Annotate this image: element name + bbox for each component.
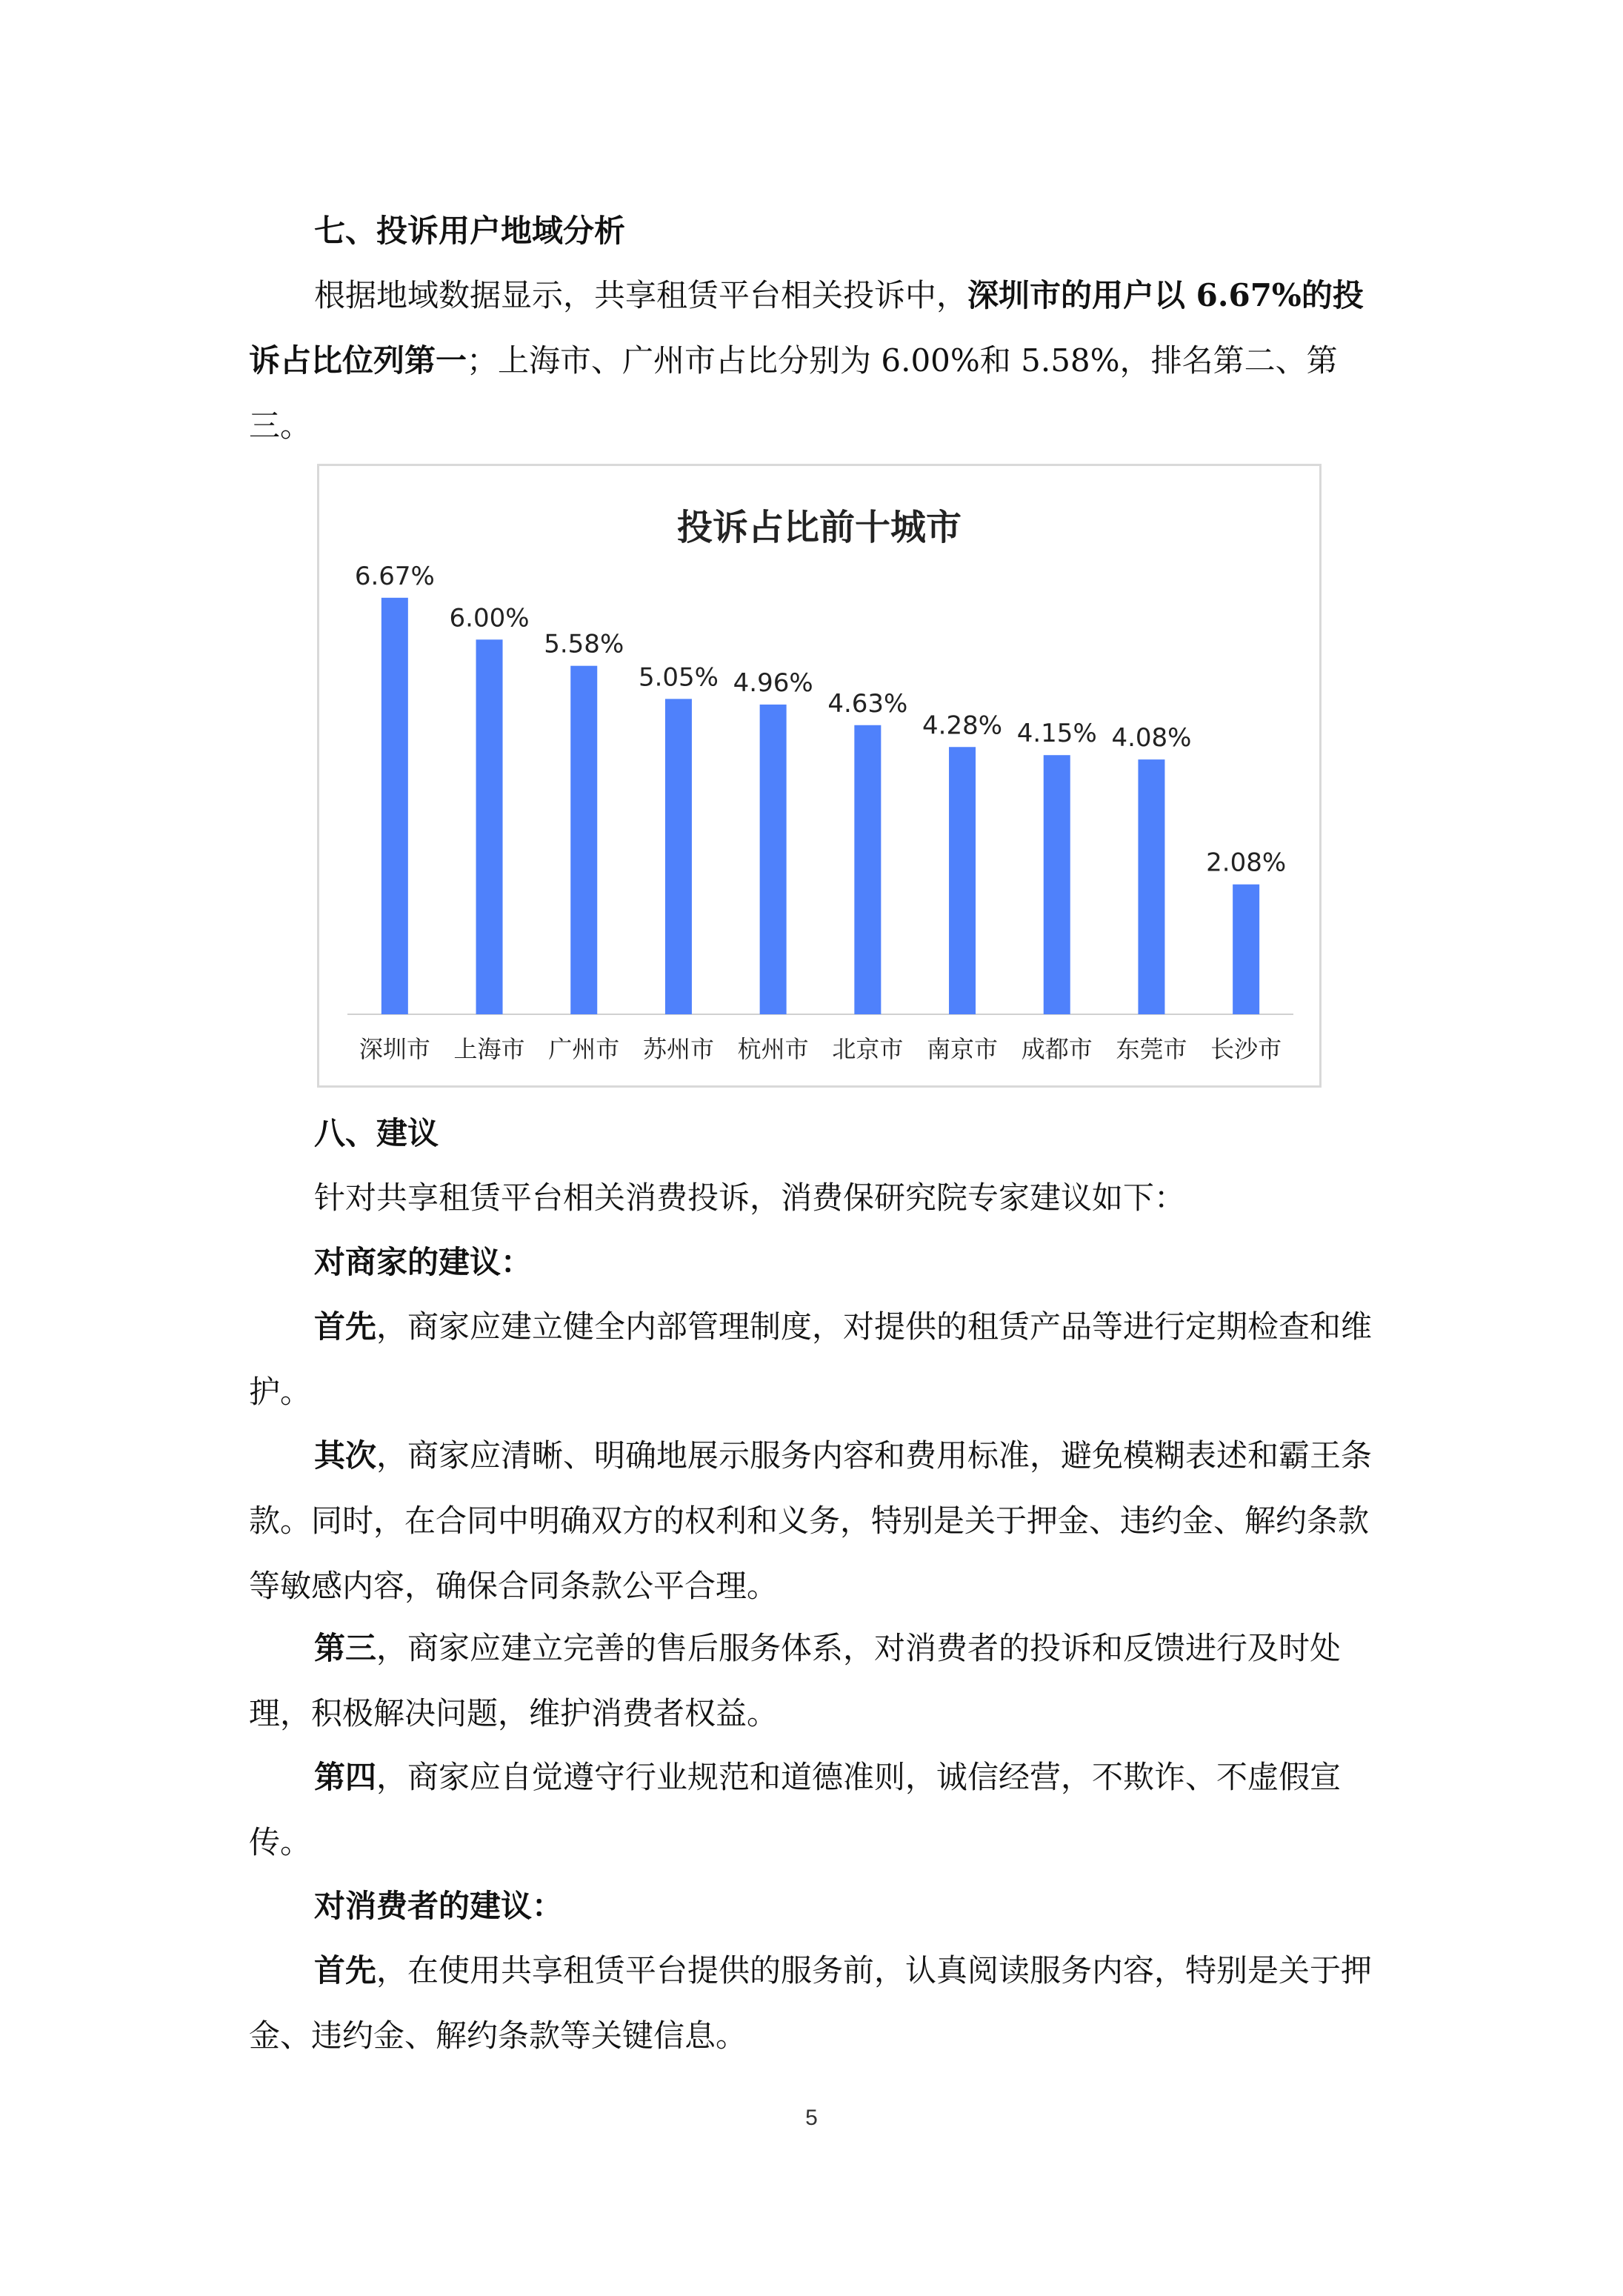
text-run-bold: 第四 <box>314 1759 377 1795</box>
text-run: ，商家应建立健全内部管理制度，对提供的租赁产品等进行定期检查和维护。 <box>249 1308 1373 1410</box>
text-run-bold: 首先 <box>314 1308 377 1345</box>
bar-3 <box>570 666 597 1014</box>
data-label-7: 4.28% <box>922 711 1003 741</box>
category-label-2: 上海市 <box>453 1035 525 1063</box>
bar-6 <box>854 725 881 1014</box>
category-label-9: 东莞市 <box>1116 1035 1187 1063</box>
paragraph-regional-summary <box>249 263 1390 459</box>
data-label-3: 5.58% <box>544 629 624 659</box>
paragraph-merchant-fourth <box>249 1745 1390 1875</box>
category-label-8: 成都市 <box>1021 1035 1093 1063</box>
text-run-bold: 首先 <box>314 1952 377 1989</box>
chart-title: 投诉占比前十城市 <box>676 507 962 548</box>
data-label-9: 4.08% <box>1111 723 1192 753</box>
bar-2 <box>476 639 503 1014</box>
subheading-consumers: 对消费者的建议： <box>314 1888 564 1924</box>
section-heading-suggestions: 八、建议 <box>314 1115 439 1151</box>
text-run: ，商家应清晰、明确地展示服务内容和费用标准，避免模糊表述和霸王条款。同时，在合同中明确双方的权利和义务，特别是关于押金、违约金、解约条款等敏感内容，确保合同条款公平合理。 <box>249 1437 1373 1604</box>
data-label-1: 6.67% <box>354 561 435 591</box>
data-label-8: 4.15% <box>1016 719 1097 749</box>
paragraph-merchant-second <box>249 1423 1390 1619</box>
data-label-2: 6.00% <box>449 603 530 633</box>
bar-8 <box>1044 755 1070 1014</box>
page-number: 5 <box>805 2106 818 2130</box>
paragraph-suggestions-intro: 针对共享租赁平台相关消费投诉，消费保研究院专家建议如下： <box>314 1179 1186 1216</box>
category-label-7: 南京市 <box>927 1035 999 1063</box>
paragraph-merchant-first <box>249 1294 1390 1425</box>
section-heading-regional-analysis: 七、投诉用户地域分析 <box>314 213 626 249</box>
category-label-4: 苏州市 <box>642 1035 714 1063</box>
category-label-1: 深圳市 <box>359 1035 430 1063</box>
category-label-10: 长沙市 <box>1210 1035 1282 1063</box>
text-run: ；上海市、广州市占比分别为 6.00%和 5.58%，排名第二、第三。 <box>249 342 1338 444</box>
category-label-6: 北京市 <box>832 1035 904 1063</box>
category-label-5: 杭州市 <box>737 1035 809 1063</box>
paragraph-consumer-first <box>249 1938 1390 2069</box>
bar-5 <box>760 705 787 1014</box>
text-run: ，商家应自觉遵守行业规范和道德准则，诚信经营，不欺诈、不虚假宣传。 <box>249 1759 1342 1860</box>
paragraph-merchant-third <box>249 1616 1390 1746</box>
data-label-6: 4.63% <box>827 688 908 719</box>
data-label-4: 5.05% <box>638 662 719 693</box>
text-run-bold: 其次 <box>314 1437 377 1474</box>
data-label-5: 4.96% <box>733 668 813 698</box>
bar-1 <box>381 598 408 1014</box>
text-run-bold: 第三 <box>314 1630 377 1666</box>
text-run: ，在使用共享租赁平台提供的服务前，认真阅读服务内容，特别是关于押金、违约金、解约条款等关键信息。 <box>249 1952 1373 2054</box>
text-run: 根据地域数据显示，共享租赁平台相关投诉中， <box>314 277 968 313</box>
text-run: ，商家应建立完善的售后服务体系，对消费者的投诉和反馈进行及时处理，积极解决问题，维护消费者权益。 <box>249 1630 1342 1731</box>
bar-chart-top-ten-cities <box>317 464 1322 1088</box>
bar-7 <box>949 747 976 1014</box>
data-label-10: 2.08% <box>1206 848 1287 878</box>
bar-4 <box>665 699 692 1014</box>
bar-9 <box>1138 759 1164 1014</box>
category-label-3: 广州市 <box>548 1035 620 1063</box>
subheading-merchants: 对商家的建议： <box>314 1244 533 1280</box>
bar-10 <box>1233 885 1259 1014</box>
chart-plot <box>319 466 1319 1085</box>
text-run-bold: 深圳市的用户以 6.67%的投诉占比位列第一 <box>249 277 1364 379</box>
